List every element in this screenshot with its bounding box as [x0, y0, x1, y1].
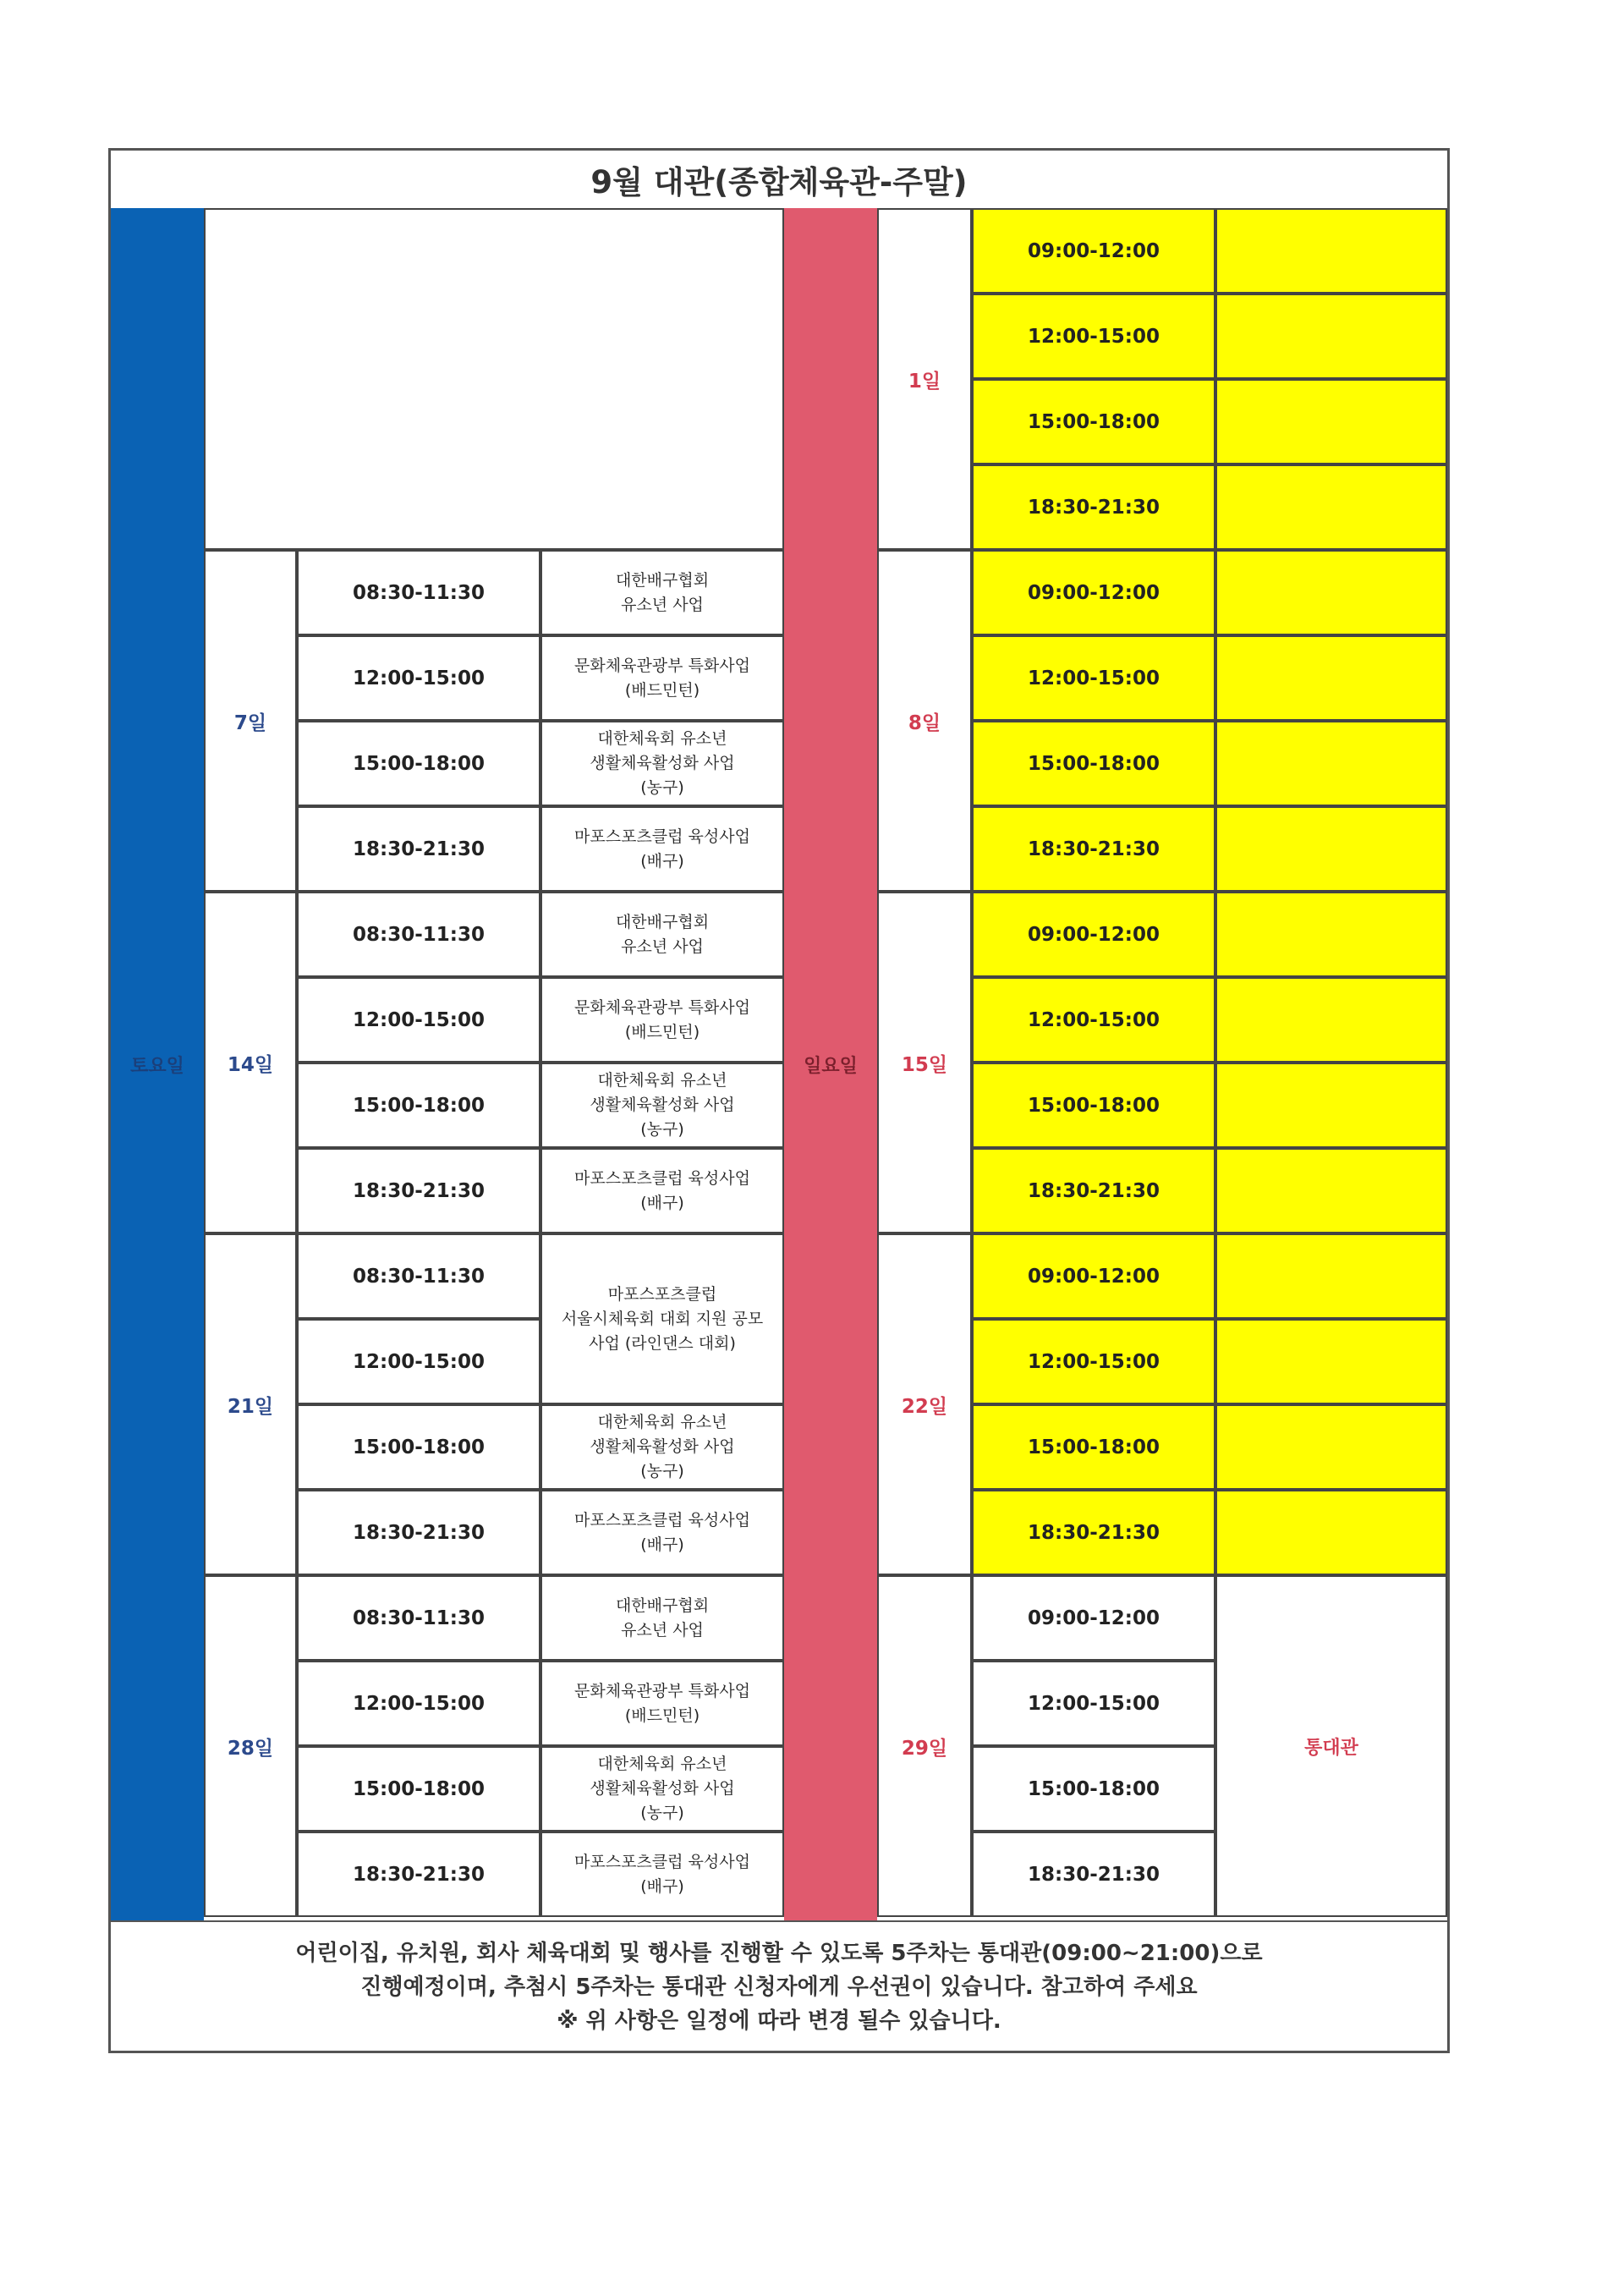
- saturday-activity-text: 대한체육회 유소년 생활체육활성화 사업 (농구): [590, 729, 735, 797]
- sunday-time-slot-text: 12:00-15:00: [1028, 1692, 1160, 1715]
- saturday-time-slot-text: 18:30-21:30: [353, 1179, 485, 1202]
- sunday-time-slot: [972, 464, 1215, 550]
- saturday-time-slot-text: 12:00-15:00: [353, 1008, 485, 1031]
- saturday-time-slot-text: 15:00-18:00: [353, 1436, 485, 1458]
- saturday-time-slot: [297, 1746, 540, 1832]
- full-hall-booking-text: 통대관: [1304, 1737, 1358, 1759]
- sunday-time-slot-text: 18:30-21:30: [1028, 496, 1160, 519]
- footer-line-2: 진행예정이며, 추첨시 5주차는 통대관 신청자에게 우선권이 있습니다. 참고하여 주세요: [360, 1975, 1198, 2000]
- sunday-time-slot-text: 12:00-15:00: [1028, 325, 1160, 348]
- saturday-activity: [540, 550, 784, 635]
- saturday-time-slot-text: 12:00-15:00: [353, 1350, 485, 1373]
- saturday-activity-text: 대한체육회 유소년 생활체육활성화 사업 (농구): [590, 1413, 735, 1480]
- saturday-activity-merged-text: 마포스포츠클럽 서울시체육회 대회 지원 공모 사업 (라인댄스 대회): [561, 1284, 764, 1353]
- saturday-activity-text: 대한체육회 유소년 생활체육활성화 사업 (농구): [590, 1755, 735, 1822]
- footer-line-3: ※ 위 사항은 일정에 따라 변경 될수 있습니다.: [557, 2008, 1001, 2034]
- sunday-time-slot-text: 12:00-15:00: [1028, 1008, 1160, 1031]
- sunday-time-slot: [972, 1832, 1215, 1917]
- sunday-time-slot: [972, 1148, 1215, 1233]
- saturday-activity: [540, 1832, 784, 1917]
- sunday-day-cell: [877, 1575, 972, 1917]
- sunday-time-slot-text: 18:30-21:30: [1028, 1179, 1160, 1202]
- saturday-activity-text: 마포스포츠클럽 육성사업 (배구): [574, 1168, 750, 1212]
- sunday-day-label: 1일: [908, 370, 941, 393]
- sunday-time-slot: [972, 294, 1215, 379]
- saturday-activity-text: 문화체육관광부 특화사업 (배드민턴): [574, 997, 750, 1041]
- sunday-time-slot: [972, 1404, 1215, 1490]
- sunday-time-slot-text: 15:00-18:00: [1028, 1777, 1160, 1800]
- saturday-activity: [540, 977, 784, 1063]
- saturday-activity: [540, 1404, 784, 1490]
- saturday-day-cell: [204, 892, 297, 1233]
- sunday-time-slot-text: 18:30-21:30: [1028, 838, 1160, 860]
- sunday-booking-slot: [1215, 464, 1447, 550]
- sunday-time-slot-text: 15:00-18:00: [1028, 410, 1160, 433]
- saturday-time-slot-text: 15:00-18:00: [353, 752, 485, 775]
- saturday-activity-text: 마포스포츠클럽 육성사업 (배구): [574, 827, 750, 871]
- sunday-time-slot-text: 18:30-21:30: [1028, 1521, 1160, 1544]
- schedule-grid: [111, 208, 1447, 1920]
- sunday-day-label: 15일: [901, 1053, 948, 1076]
- saturday-day-label: 21일: [227, 1395, 274, 1418]
- saturday-activity: [540, 1490, 784, 1575]
- saturday-activity-text: 대한배구협회 유소년 사업: [615, 570, 710, 614]
- saturday-day-cell: [204, 1575, 297, 1917]
- sunday-booking-slot: [1215, 1148, 1447, 1233]
- sunday-booking-slot: [1215, 1319, 1447, 1404]
- saturday-activity: [540, 1063, 784, 1148]
- sunday-booking-slot: [1215, 1233, 1447, 1319]
- saturday-time-slot-text: 18:30-21:30: [353, 1521, 485, 1544]
- saturday-activity: [540, 892, 784, 977]
- page-title: 9월 대관(종합체육관-주말): [111, 151, 1447, 210]
- saturday-day-cell: [204, 550, 297, 892]
- sunday-booking-slot: [1215, 977, 1447, 1063]
- footer-line-1: 어린이집, 유치원, 회사 체육대회 및 행사를 진행할 수 있도록 5주차는 통대관(09:00~21:00)으로: [295, 1941, 1263, 1966]
- saturday-label: 토요일: [130, 1055, 184, 1077]
- saturday-time-slot: [297, 806, 540, 892]
- saturday-time-slot-text: 08:30-11:30: [353, 923, 485, 946]
- sunday-label: 일요일: [804, 1055, 858, 1077]
- sunday-booking-slot: [1215, 1063, 1447, 1148]
- sunday-booking-slot: [1215, 379, 1447, 464]
- sunday-time-slot: [972, 635, 1215, 721]
- sunday-day-cell: [877, 892, 972, 1233]
- sunday-time-slot: [972, 806, 1215, 892]
- saturday-band: [111, 208, 204, 1920]
- saturday-activity-text: 문화체육관광부 특화사업 (배드민턴): [574, 1681, 750, 1725]
- sunday-time-slot-text: 09:00-12:00: [1028, 239, 1160, 262]
- sunday-day-label: 8일: [908, 711, 941, 734]
- sunday-day-cell: [877, 1233, 972, 1575]
- sunday-time-slot: [972, 1233, 1215, 1319]
- sunday-time-slot: [972, 550, 1215, 635]
- sunday-day-cell: [877, 208, 972, 550]
- sunday-booking-slot: [1215, 1404, 1447, 1490]
- saturday-time-slot: [297, 892, 540, 977]
- saturday-empty-block: [204, 208, 784, 550]
- saturday-activity-text: 마포스포츠클럽 육성사업 (배구): [574, 1510, 750, 1554]
- sunday-time-slot: [972, 1575, 1215, 1661]
- sunday-day-label: 29일: [901, 1737, 948, 1760]
- saturday-activity-merged: [540, 1233, 784, 1404]
- saturday-time-slot: [297, 1148, 540, 1233]
- saturday-day-label: 7일: [233, 711, 267, 734]
- saturday-time-slot: [297, 1319, 540, 1404]
- saturday-activity-text: 대한체육회 유소년 생활체육활성화 사업 (농구): [590, 1071, 735, 1139]
- sunday-time-slot: [972, 1661, 1215, 1746]
- saturday-time-slot-text: 18:30-21:30: [353, 838, 485, 860]
- saturday-activity: [540, 721, 784, 806]
- sunday-booking-slot: [1215, 1490, 1447, 1575]
- sunday-time-slot: [972, 1746, 1215, 1832]
- saturday-activity: [540, 1661, 784, 1746]
- saturday-time-slot: [297, 1063, 540, 1148]
- sunday-booking-slot: [1215, 635, 1447, 721]
- sunday-time-slot-text: 09:00-12:00: [1028, 581, 1160, 604]
- saturday-day-label: 28일: [227, 1737, 274, 1760]
- sunday-time-slot: [972, 721, 1215, 806]
- saturday-activity-text: 대한배구협회 유소년 사업: [615, 912, 710, 956]
- sunday-time-slot: [972, 977, 1215, 1063]
- saturday-time-slot: [297, 1832, 540, 1917]
- sunday-time-slot: [972, 1319, 1215, 1404]
- saturday-time-slot-text: 08:30-11:30: [353, 581, 485, 604]
- sunday-time-slot: [972, 1490, 1215, 1575]
- saturday-activity-text: 대한배구협회 유소년 사업: [615, 1596, 710, 1640]
- saturday-activity-text: 마포스포츠클럽 육성사업 (배구): [574, 1852, 750, 1896]
- sunday-band: [784, 208, 877, 1920]
- saturday-time-slot-text: 08:30-11:30: [353, 1265, 485, 1288]
- saturday-activity: [540, 1746, 784, 1832]
- saturday-time-slot-text: 08:30-11:30: [353, 1607, 485, 1629]
- saturday-time-slot-text: 15:00-18:00: [353, 1777, 485, 1800]
- sunday-time-slot: [972, 208, 1215, 294]
- saturday-time-slot-text: 18:30-21:30: [353, 1863, 485, 1886]
- sunday-time-slot: [972, 1063, 1215, 1148]
- sunday-time-slot: [972, 892, 1215, 977]
- saturday-time-slot: [297, 635, 540, 721]
- saturday-day-label: 14일: [227, 1053, 274, 1076]
- sunday-booking-slot: [1215, 294, 1447, 379]
- sunday-time-slot-text: 18:30-21:30: [1028, 1863, 1160, 1886]
- saturday-activity: [540, 635, 784, 721]
- saturday-time-slot-text: 12:00-15:00: [353, 1692, 485, 1715]
- sunday-time-slot-text: 12:00-15:00: [1028, 1350, 1160, 1373]
- saturday-time-slot: [297, 1233, 540, 1319]
- saturday-time-slot-text: 15:00-18:00: [353, 1094, 485, 1117]
- saturday-time-slot: [297, 721, 540, 806]
- sunday-day-cell: [877, 550, 972, 892]
- sunday-day-label: 22일: [901, 1395, 948, 1418]
- saturday-time-slot: [297, 977, 540, 1063]
- footer-notice: [111, 1920, 1447, 2052]
- sunday-time-slot: [972, 379, 1215, 464]
- saturday-time-slot: [297, 1575, 540, 1661]
- saturday-day-cell: [204, 1233, 297, 1575]
- sunday-booking-slot: [1215, 208, 1447, 294]
- sunday-time-slot-text: 09:00-12:00: [1028, 1607, 1160, 1629]
- sunday-time-slot-text: 09:00-12:00: [1028, 923, 1160, 946]
- saturday-activity: [540, 1148, 784, 1233]
- sunday-booking-slot: [1215, 721, 1447, 806]
- sunday-booking-slot: [1215, 550, 1447, 635]
- saturday-time-slot: [297, 1661, 540, 1746]
- saturday-time-slot: [297, 1490, 540, 1575]
- sunday-time-slot-text: 15:00-18:00: [1028, 1094, 1160, 1117]
- sunday-booking-slot: [1215, 806, 1447, 892]
- saturday-activity: [540, 1575, 784, 1661]
- sunday-time-slot-text: 12:00-15:00: [1028, 667, 1160, 689]
- saturday-time-slot: [297, 1404, 540, 1490]
- saturday-time-slot: [297, 550, 540, 635]
- full-hall-booking: [1215, 1575, 1447, 1917]
- saturday-time-slot-text: 12:00-15:00: [353, 667, 485, 689]
- saturday-activity-text: 문화체육관광부 특화사업 (배드민턴): [574, 656, 750, 700]
- schedule-frame: [108, 148, 1450, 2053]
- saturday-activity: [540, 806, 784, 892]
- sunday-booking-slot: [1215, 892, 1447, 977]
- sunday-time-slot-text: 15:00-18:00: [1028, 1436, 1160, 1458]
- sunday-time-slot-text: 15:00-18:00: [1028, 752, 1160, 775]
- sunday-time-slot-text: 09:00-12:00: [1028, 1265, 1160, 1288]
